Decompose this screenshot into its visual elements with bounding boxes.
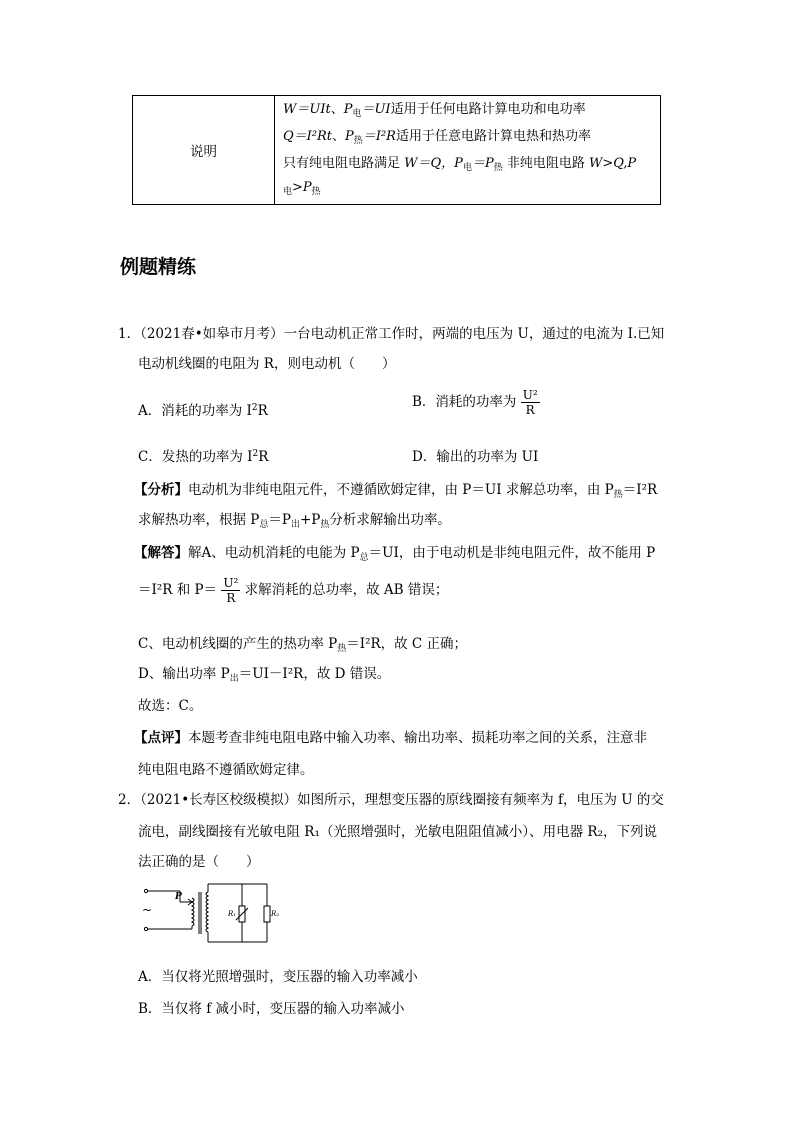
r2-label: R₂ — [271, 910, 280, 918]
q2-option-a: A．当仅将光照增强时，变压器的输入功率减小 — [138, 969, 418, 985]
table-line-3: 只有纯电阻电路满足 W＝Q，$P_电=P_热$ 非纯电阻电路 W>Q,P — [283, 156, 637, 173]
table-line-1: W＝UIt、$P_电=UI$适用于任何电路计算电功和电功率 — [283, 102, 586, 119]
q2-stem-line-3: 法正确的是（ ） — [138, 854, 260, 870]
primary-coil — [192, 898, 194, 926]
q2-option-b: B．当仅将 f 减小时，变压器的输入功率减小 — [138, 1001, 405, 1017]
q1-review-line-1: 【点评】本题考查非纯电阻电路中输入功率、输出功率、损耗功率之间的关系，注意非 — [134, 730, 647, 746]
summary-table — [132, 95, 661, 205]
ac-terminal-bottom — [144, 927, 147, 930]
ac-symbol: ~ — [142, 903, 153, 917]
r1-label: R₁ — [228, 910, 237, 918]
q1-review-line-2: 纯电阻电路不遵循欧姆定律。 — [138, 762, 314, 778]
q1-option-a: A．消耗的功率为 $I^2R$ — [138, 403, 268, 419]
q1-option-b-fraction: $\frac{\text{U²}}{R}$ — [522, 388, 538, 417]
q1-solution-line-3: C、电动机线圈的产生的热功率 $P_热=I^2R$，故 C 正确； — [138, 636, 468, 654]
q1-choice: 故选：C。 — [138, 698, 203, 714]
p-label: P — [175, 892, 182, 902]
transformer-circuit-diagram — [140, 878, 280, 950]
q1-solution-line-4: D、输出功率 $P_出=UI-I^2R$，故 D 错误。 — [138, 666, 391, 684]
ac-terminal-top — [144, 889, 147, 892]
r2-resistor — [264, 906, 270, 922]
q1-option-c: C．发热的功率为 $I^2R$ — [138, 449, 269, 465]
q1-analysis-line-2: 求解热功率，根据 $P_总=P_出+P_热$分析求解输出功率。 — [138, 512, 451, 530]
q1-solution-fraction: $\frac{\text{U²}}{R}$ — [223, 576, 239, 605]
q1-solution-line-1: 【解答】解A、电动机消耗的电能为 $P_总=UI$，由于电动机是非纯电阻元件，故不能用 P — [134, 545, 656, 563]
table-divider — [274, 96, 275, 204]
table-label: 说明 — [190, 144, 217, 160]
q1-stem-line-2: 电动机线圈的电阻为 R，则电动机（ ） — [138, 356, 396, 372]
table-line-2: Q＝I²Rt、$P_热=I^2R$适用于任意电路计算电热和热功率 — [283, 129, 591, 146]
q2-stem-line-2: 流电，副线圈接有光敏电阻 R₁（光照增强时，光敏电阻阻值减小）、用电器 R₂，下列说 — [138, 824, 657, 840]
q1-analysis-line-1: 【分析】电动机为非纯电阻元件，不遵循欧姆定律，由 P＝UI 求解总功率，由 $P_热=I^2R$ — [134, 482, 658, 500]
q1-solution-line-2: ＝I²R 和 P＝ $\frac{\text{U²}}{R}$ 求解消耗的总功率，故 AB 错误； — [138, 576, 449, 605]
q2-stem-line-1: 2．（2021•长寿区校级模拟）如图所示，理想变压器的原线圈接有频率为 f，电压为 U 的交 — [118, 792, 664, 808]
secondary-coil — [206, 892, 208, 932]
q1-option-b: B．消耗的功率为 $\frac{\text{U²}}{R}$ — [412, 388, 538, 417]
section-title: 例题精练 — [120, 256, 197, 278]
table-line-4: $_电>P_热$ — [283, 180, 321, 197]
q1-option-d: D．输出的功率为 UI — [412, 449, 539, 465]
q1-stem-line-1: 1．（2021春•如皋市月考）一台电动机正常工作时，两端的电压为 U，通过的电流为 I.已知 — [118, 326, 665, 342]
